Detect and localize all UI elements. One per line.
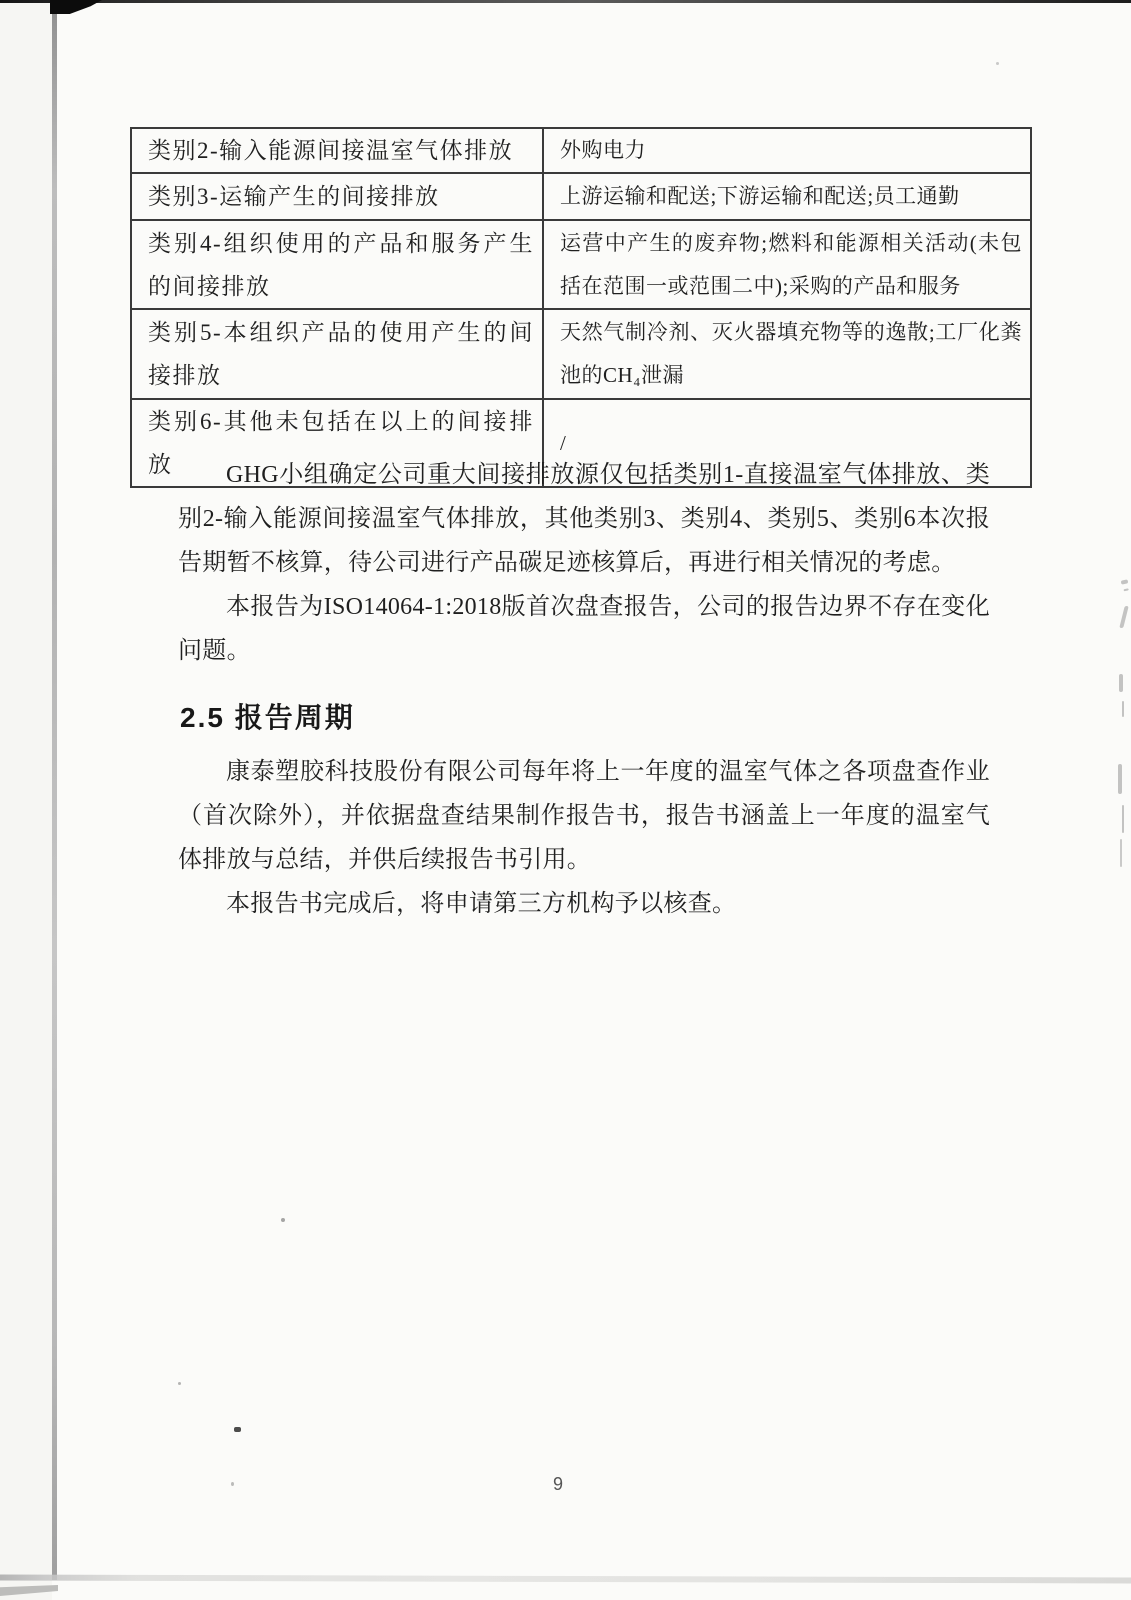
sources-cell: 天然气制冷剂、灭火器填充物等的逸散;工厂化粪池的CH₄泄漏	[543, 309, 1031, 399]
edge-bleed-artifact	[1118, 764, 1122, 794]
sources-cell: 上游运输和配送;下游运输和配送;员工通勤	[543, 173, 1031, 220]
scan-speck	[231, 1482, 234, 1486]
sources-cell: /	[543, 399, 1031, 487]
scan-top-edge-shadow	[0, 0, 1131, 3]
table-row	[131, 128, 1031, 173]
edge-bleed-artifact	[1121, 579, 1129, 584]
scan-speck	[281, 1218, 285, 1222]
paragraph-report-cycle: 康泰塑胶科技股份有限公司每年将上一年度的温室气体之各项盘查作业（首次除外），并依据盘查结果制作报告书，报告书涵盖上一年度的温室气体排放与总结，并供后续报告书引用。	[178, 759, 990, 873]
scan-left-margin	[0, 0, 52, 1600]
sources-cell: 外购电力	[543, 128, 1031, 173]
emission-categories-table	[130, 127, 1032, 488]
scan-page-edge-line	[52, 0, 57, 1580]
category-cell: 类别6-其他未包括在以上的间接排放	[131, 399, 543, 487]
scan-corner-blob	[50, 0, 102, 14]
table-row	[131, 309, 1031, 399]
section-heading-2-5: 2.5 报告周期	[180, 702, 355, 733]
table-row	[131, 173, 1031, 220]
page-number: 9	[552, 1474, 563, 1494]
category-cell: 类别5-本组织产品的使用产生的间接排放	[131, 309, 543, 399]
body-text	[178, 453, 990, 926]
category-cell: 类别3-运输产生的间接排放	[131, 173, 543, 220]
scan-speck	[996, 62, 999, 65]
scan-speck	[178, 1382, 181, 1385]
edge-bleed-artifact	[1119, 674, 1123, 692]
category-cell: 类别2-输入能源间接温室气体排放	[131, 128, 543, 173]
paragraph-first-inventory: 本报告为ISO14064-1:2018版首次盘查报告，公司的报告边界不存在变化问题。	[178, 594, 990, 664]
paragraph-third-party: 本报告书完成后，将申请第三方机构予以核查。	[226, 891, 737, 917]
table-row	[131, 220, 1031, 309]
edge-bleed-artifact	[1119, 606, 1128, 628]
scan-speck	[234, 1427, 241, 1432]
paragraph-ghg-determination: GHG小组确定公司重大间接排放源仅包括类别1-直接温室气体排放、类别2-输入能源间接温室气体排放，其他类别3、类别4、类别5、类别6本次报告期暂不核算，待公司进行产品碳足迹核算后，再进行相关情况的考虑。	[178, 462, 990, 576]
scan-bottom-shadow	[0, 1575, 1131, 1584]
sources-cell: 运营中产生的废弃物;燃料和能源相关活动(未包括在范围一或范围二中);采购的产品和服务	[543, 220, 1031, 309]
category-cell: 类别4-组织使用的产品和服务产生的间接排放	[131, 220, 543, 309]
